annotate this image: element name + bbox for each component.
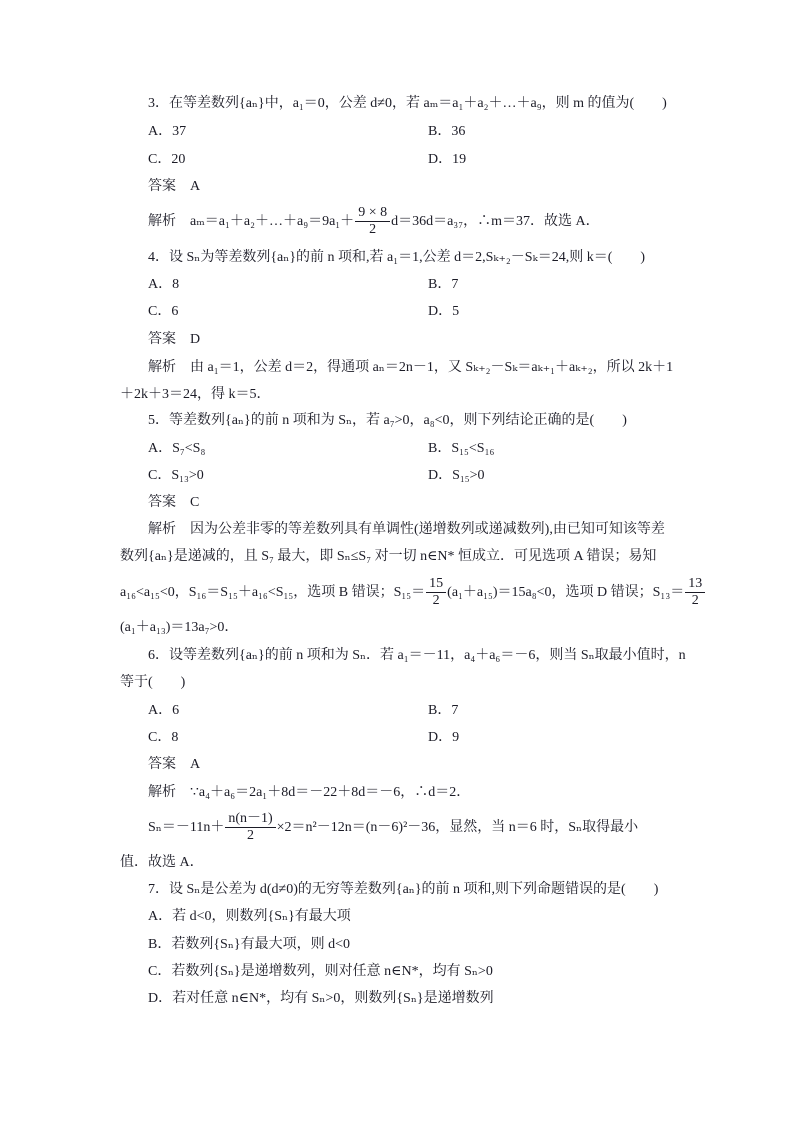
- question-5-analysis-line-4: (a₁＋a₁₃)＝13a₇>0．: [120, 620, 239, 635]
- question-6-analysis-line-3: 值．故选 A．: [120, 855, 204, 870]
- question-7-option-a: A．若 d<0，则数列{Sₙ}有最大项: [148, 909, 351, 924]
- analysis-text: ∵a₄＋a₆＝2a₁＋8d＝－22＋8d＝－6，∴d＝2．: [190, 785, 471, 800]
- fraction-numerator: 9 × 8: [358, 205, 388, 221]
- question-7-option-c: C．若数列{Sₙ}是递增数列，则对任意 n∈N*，均有 Sₙ>0: [148, 964, 493, 979]
- fraction-denominator: 2: [355, 221, 390, 237]
- question-3-option-c: C．20: [148, 152, 186, 167]
- answer-value: D: [190, 332, 201, 347]
- question-7-option-d: D．若对任意 n∈N*，均有 Sₙ>0，则数列{Sₙ}是递增数列: [148, 991, 494, 1006]
- analysis-label: 解析: [148, 214, 176, 229]
- question-5-option-c: C．S₁₃>0: [148, 468, 204, 483]
- fraction: [225, 812, 275, 843]
- fraction-denominator: 2: [225, 827, 275, 843]
- question-6-stem: 6．设等差数列{aₙ}的前 n 项和为 Sₙ．若 a₁＝－11，a₄＋a₆＝－6，则当 Sₙ取最小值时，n: [148, 648, 686, 663]
- analysis-text: (a₁＋a₁₅)＝15a₈<0，选项 D 错误；S₁₃＝: [447, 585, 685, 600]
- question-3-option-a: A．37: [148, 124, 187, 139]
- question-7-stem: 7．设 Sₙ是公差为 d(d≠0)的无穷等差数列{aₙ}的前 n 项和,则下列命题错误的是( ): [148, 882, 659, 897]
- question-6-analysis: [148, 784, 470, 802]
- analysis-label: 解析: [148, 785, 176, 800]
- answer-label: 答案: [148, 179, 176, 194]
- answer-label: 答案: [148, 495, 176, 510]
- question-4-stem: 4．设 Sₙ为等差数列{aₙ}的前 n 项和,若 a₁＝1,公差 d＝2,Sₖ₊₂－Sₖ＝24,则 k＝( ): [148, 250, 646, 265]
- question-5-option-d: D．S₁₅>0: [428, 468, 485, 483]
- question-5-analysis-line-3: [120, 577, 706, 609]
- analysis-text: 由 a₁＝1，公差 d＝2，得通项 aₙ＝2n－1，又 Sₖ₊₂－Sₖ＝aₖ₊₁＋aₖ₊₂，所以 2k＋1: [190, 360, 674, 375]
- fraction-denominator: 2: [426, 592, 446, 608]
- fraction-denominator: 2: [685, 592, 705, 608]
- analysis-text: 因为公差非零的等差数列具有单调性(递增数列或递减数列),由已知可知该等差: [190, 522, 665, 537]
- question-4-analysis-continued: ＋2k＋3＝24，得 k＝5．: [120, 387, 271, 402]
- question-3-analysis: [148, 206, 600, 238]
- question-4-option-b: B．7: [428, 277, 459, 292]
- analysis-text: ×2＝n²－12n＝(n－6)²－36，显然，当 n＝6 时，Sₙ取得最小: [276, 820, 639, 835]
- question-3-stem: 3．在等差数列{aₙ}中，a₁＝0，公差 d≠0，若 aₘ＝a₁＋a₂＋…＋a₉，则 m 的值为( ): [148, 96, 667, 111]
- question-3-answer: [148, 178, 200, 196]
- question-6-analysis-line-2: [148, 812, 638, 844]
- question-6-option-b: B．7: [428, 703, 459, 718]
- analysis-text: d＝36d＝a₃₇，∴m＝37．故选 A．: [391, 214, 600, 229]
- fraction-numerator: n(n－1): [228, 811, 273, 827]
- analysis-text: Sₙ＝－11n＋: [148, 820, 225, 835]
- answer-value: C: [190, 495, 200, 510]
- question-3-option-b: B．36: [428, 124, 466, 139]
- answer-label: 答案: [148, 757, 176, 772]
- analysis-text: a₁₆<a₁₅<0，S₁₆＝S₁₅＋a₁₆<S₁₅，选项 B 错误；S₁₅＝: [120, 585, 426, 600]
- answer-label: 答案: [148, 332, 176, 347]
- fraction: [426, 577, 446, 608]
- question-3-option-d: D．19: [428, 152, 467, 167]
- question-6-option-a: A．6: [148, 703, 180, 718]
- answer-value: A: [190, 757, 201, 772]
- question-7-option-b: B．若数列{Sₙ}有最大项，则 d<0: [148, 937, 351, 952]
- question-6-option-d: D．9: [428, 730, 460, 745]
- question-4-option-d: D．5: [428, 304, 460, 319]
- question-4-analysis: [148, 359, 673, 377]
- fraction-numerator: 15: [429, 576, 444, 592]
- question-4-option-c: C．6: [148, 304, 179, 319]
- question-5-option-b: B．S₁₅<S₁₆: [428, 441, 495, 456]
- question-5-stem: 5．等差数列{aₙ}的前 n 项和为 Sₙ，若 a₇>0，a₈<0，则下列结论正确的是( ): [148, 413, 627, 428]
- question-6-answer: [148, 756, 200, 774]
- analysis-label: 解析: [148, 522, 176, 537]
- analysis-label: 解析: [148, 360, 176, 375]
- question-6-stem-continued: 等于( ): [120, 675, 186, 690]
- question-4-option-a: A．8: [148, 277, 180, 292]
- question-5-option-a: A．S₇<S₈: [148, 441, 206, 456]
- answer-value: A: [190, 179, 201, 194]
- question-5-answer: [148, 494, 199, 512]
- fraction-numerator: 13: [688, 576, 703, 592]
- fraction: [355, 206, 390, 237]
- question-6-option-c: C．8: [148, 730, 179, 745]
- question-5-analysis-line-2: 数列{aₙ}是递减的，且 S₇ 最大，即 Sₙ≤S₇ 对一切 n∈N* 恒成立．可见选项 A 错误；易知: [120, 549, 657, 564]
- analysis-text: aₘ＝a₁＋a₂＋…＋a₉＝9a₁＋: [190, 214, 355, 229]
- question-4-answer: [148, 331, 200, 349]
- fraction: [685, 577, 705, 608]
- question-5-analysis: [148, 521, 665, 539]
